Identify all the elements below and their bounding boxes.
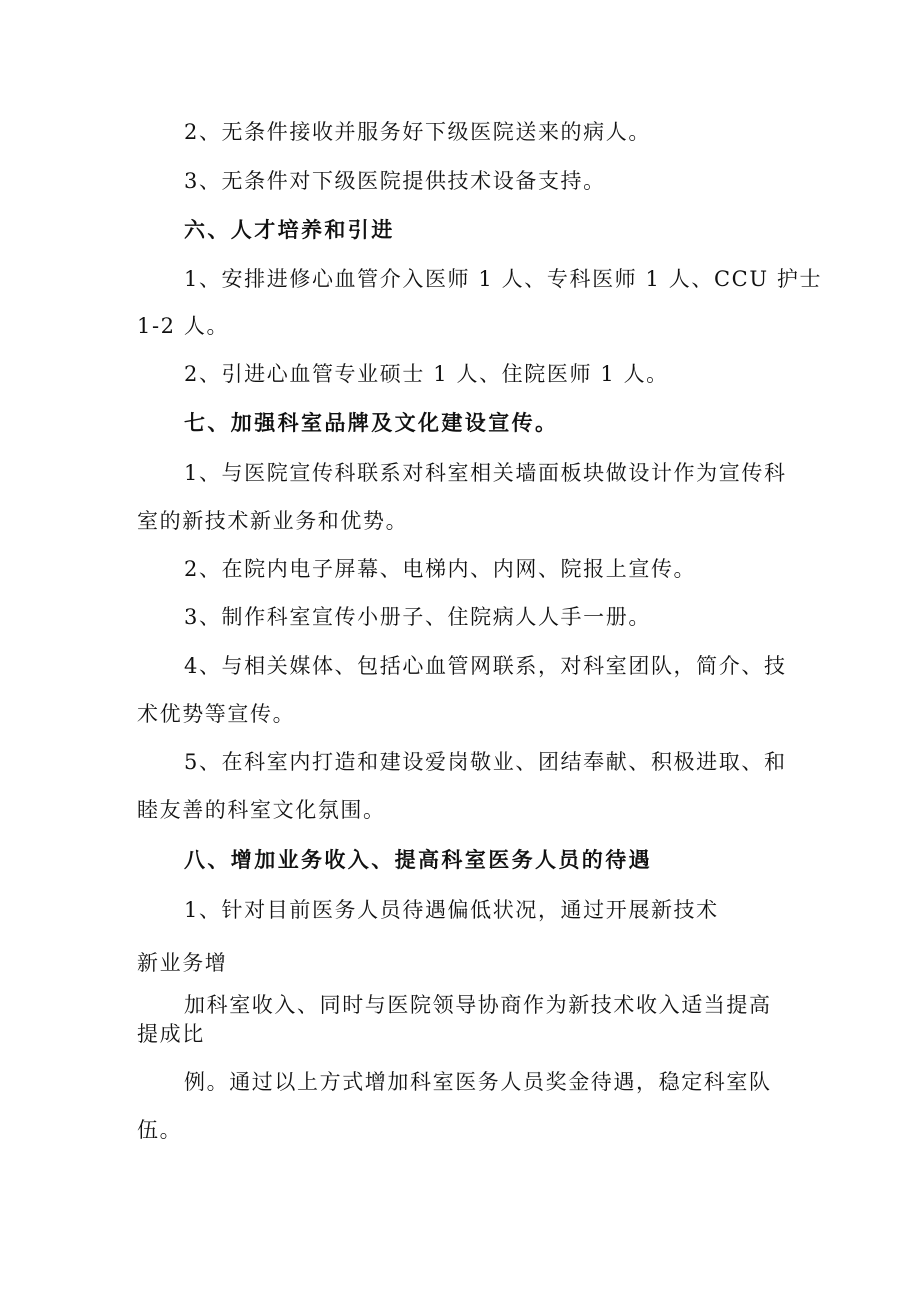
list-item-continuation: 室的新技术新业务和优势。 [137, 509, 409, 533]
list-item: 5、在科室内打造和建设爱岗敬业、团结奉献、积极进取、和 [184, 750, 787, 774]
list-item-continuation: 术优势等宣传。 [137, 702, 296, 726]
list-item: 3、无条件对下级医院提供技术设备支持。 [184, 169, 606, 193]
list-item: 1、安排进修心血管介入医师 1 人、专科医师 1 人、CCU 护士 [184, 267, 823, 291]
list-item: 1、针对目前医务人员待遇偏低状况，通过开展新技术 [184, 898, 719, 922]
section-heading: 八、增加业务收入、提高科室医务人员的待遇 [184, 848, 652, 872]
list-item-continuation: 伍。 [137, 1118, 183, 1142]
list-item-continuation: 提成比 [137, 1022, 205, 1046]
section-heading: 六、人才培养和引进 [184, 218, 395, 242]
list-item-continuation: 1-2 人。 [137, 314, 230, 338]
list-item: 2、在院内电子屏幕、电梯内、内网、院报上宣传。 [184, 557, 697, 581]
list-item-continuation: 睦友善的科室文化氛围。 [137, 798, 386, 822]
list-item: 4、与相关媒体、包括心血管网联系，对科室团队，简介、技 [184, 654, 787, 678]
list-item-continuation: 新业务增 [137, 951, 228, 975]
list-item: 3、制作科室宣传小册子、住院病人人手一册。 [184, 605, 651, 629]
list-item-continuation: 加科室收入、同时与医院领导协商作为新技术收入适当提高 [184, 993, 772, 1017]
list-item: 1、与医院宣传科联系对科室相关墙面板块做设计作为宣传科 [184, 461, 787, 485]
list-item: 2、引进心血管专业硕士 1 人、住院医师 1 人。 [184, 362, 669, 386]
list-item-continuation: 例。通过以上方式增加科室医务人员奖金待遇，稳定科室队 [184, 1070, 772, 1094]
list-item: 2、无条件接收并服务好下级医院送来的病人。 [184, 120, 651, 144]
section-heading: 七、加强科室品牌及文化建设宣传。 [184, 411, 559, 435]
